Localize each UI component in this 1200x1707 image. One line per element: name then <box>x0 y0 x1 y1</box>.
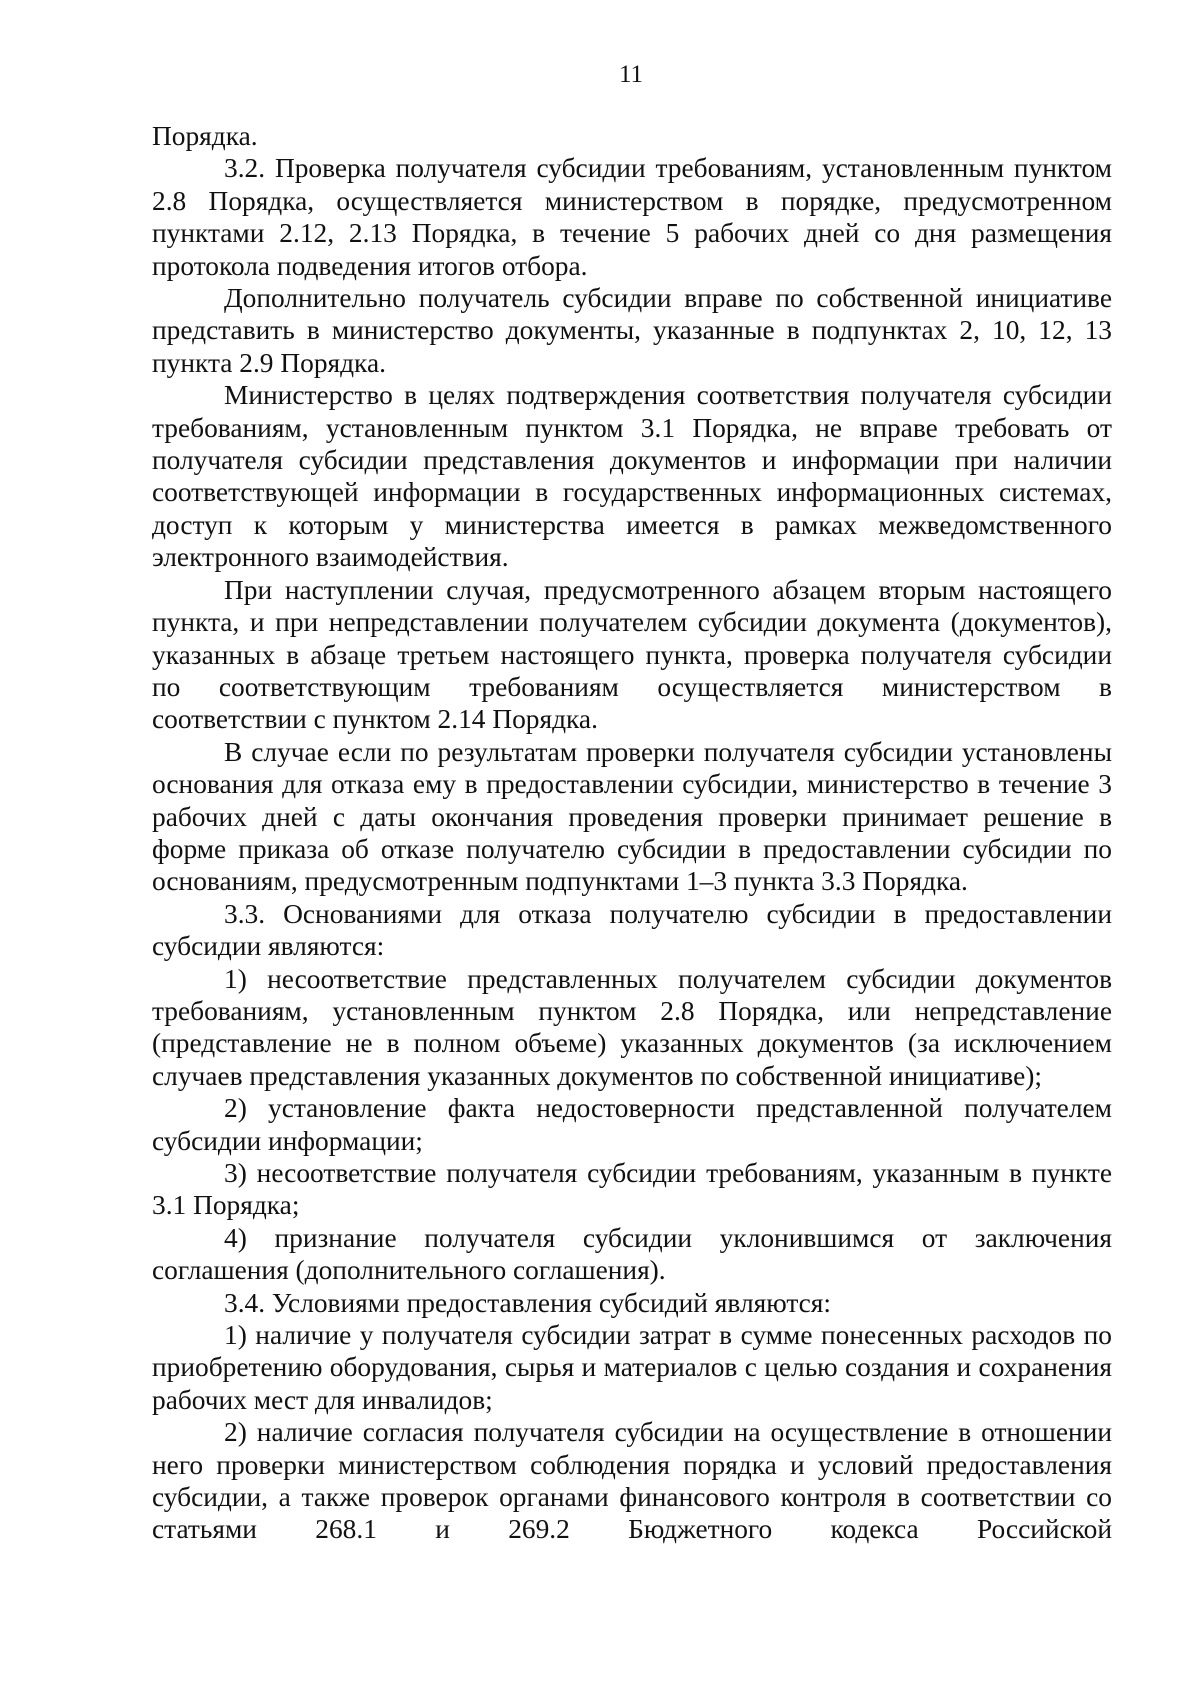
paragraph-additional-documents: Дополнительно получатель субсидии вправе по собственной инициативе представить в министерство документы, указанные в подпунктах 2, 10, 12, 13 пункта 2.9 Порядка. <box>152 283 1112 378</box>
paragraph-3-2: 3.2. Проверка получателя субсидии требованиям, установленным пунктом 2.8 Порядка, осуществляется министерством в порядке, предусмотренном пунктами 2.12, 2.13 Порядка, в течение 5 рабочих дней со дня размещения протокола подведения итогов отбора. <box>152 153 1112 281</box>
paragraph-continuation: Порядка. <box>152 121 258 151</box>
paragraph-3-4: 3.4. Условиями предоставления субсидий являются: <box>224 1287 832 1318</box>
document-body <box>152 120 1112 1546</box>
list-item-3-3-1: 1) несоответствие представленных получателем субсидии документов требованиям, установленным пунктом 2.8 Порядка, или непредставление (представление не в полном объеме) указанных документов (за исключением случаев представления указанных документов по собственной инициативе); <box>152 963 1112 1091</box>
list-item-3-3-2: 2) установление факта недостоверности представленной получателем субсидии информации; <box>152 1093 1112 1156</box>
paragraph-refusal-decision: В случае если по результатам проверки получателя субсидии установлены основания для отказа ему в предоставлении субсидии, министерство в течение 3 рабочих дней с даты окончания проведения проверки принимает решение в форме приказа об отказе получателю субсидии в предоставлении субсидии по основаниям, предусмотренным подпунктами 1–3 пункта 3.3 Порядка. <box>152 736 1112 897</box>
page-number: 11 <box>618 61 644 88</box>
paragraph-ministry-verification: Министерство в целях подтверждения соответствия получателя субсидии требованиям, установленным пунктом 3.1 Порядка, не вправе требовать от получателя субсидии представления документов и информации при наличии соответствующей информации в государственных информационных системах, доступ к которым у министерства имеется в рамках межведомственного электронного взаимодействия. <box>152 380 1112 573</box>
list-item-3-3-3: 3) несоответствие получателя субсидии требованиям, указанным в пункте 3.1 Порядка; <box>152 1158 1112 1221</box>
paragraph-3-3: 3.3. Основаниями для отказа получателю субсидии в предоставлении субсидии являются: <box>152 898 1112 962</box>
list-item-3-4-1: 1) наличие у получателя субсидии затрат в сумме понесенных расходов по приобретению оборудования, сырья и материалов с целью создания и сохранения рабочих мест для инвалидов; <box>152 1320 1112 1415</box>
list-item-3-3-4: 4) признание получателя субсидии уклонившимся от заключения соглашения (дополнительного соглашения). <box>152 1222 1112 1286</box>
list-item-3-4-2: 2) наличие согласия получателя субсидии на осуществление в отношении него проверки министерством соблюдения порядка и условий предоставления субсидии, а также проверок органами финансового контроля в соответствии со статьями 268.1 и 269.2 Бюджетного кодекса Российской <box>152 1417 1112 1545</box>
paragraph-non-submission: При наступлении случая, предусмотренного абзацем вторым настоящего пункта, и при непредставлении получателем субсидии документа (документов), указанных в абзаце третьем настоящего пункта, проверка получателя субсидии по соответствующим требованиям осуществляется министерством в соответствии с пунктом 2.14 Порядка. <box>152 574 1112 735</box>
